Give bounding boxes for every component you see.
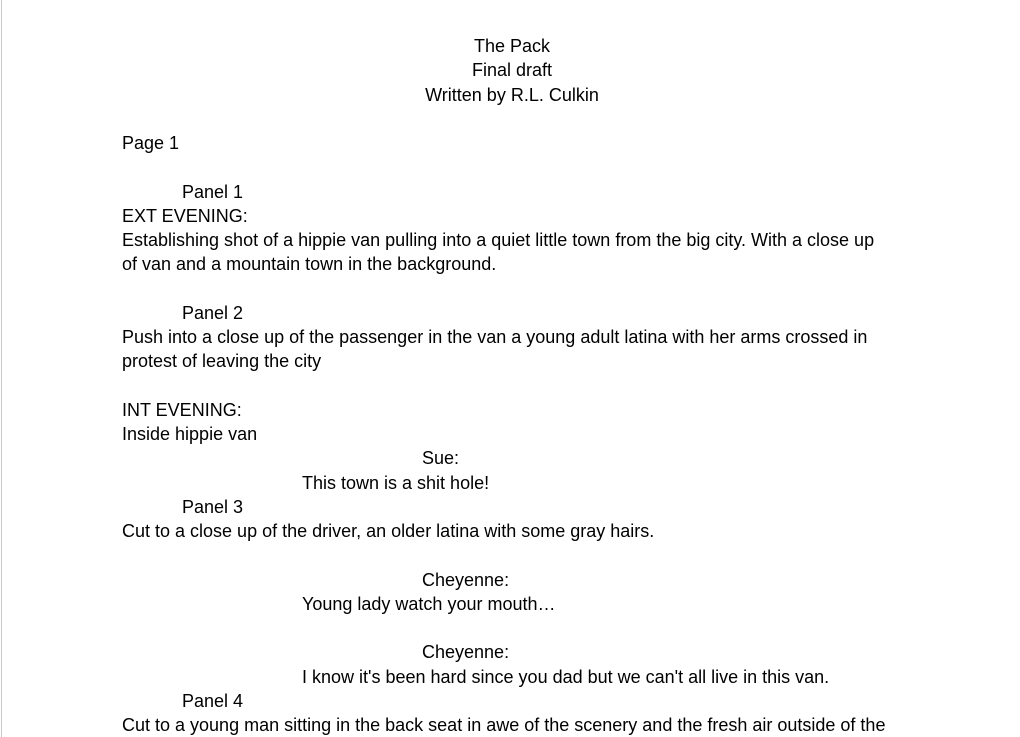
panel-heading: Panel 3	[182, 497, 244, 517]
scene-slugline: EXT EVENING:	[122, 206, 248, 226]
panel-heading: Panel 1	[182, 182, 244, 202]
action-line: Establishing shot of a hippie van pulling into a quiet little town from the big city. With a close up	[122, 230, 875, 250]
action-line: protest of leaving the city	[122, 351, 322, 371]
script-author: Written by R.L. Culkin	[425, 85, 599, 105]
dialogue-line: I know it's been hard since you dad but we can't all live in this van.	[302, 667, 830, 687]
action-line: Cut to a close up of the driver, an older latina with some gray hairs.	[122, 521, 655, 541]
page-left-border	[1, 0, 2, 737]
scene-location: Inside hippie van	[122, 424, 258, 444]
character-name: Sue:	[422, 448, 460, 468]
action-line: Push into a close up of the passenger in the van a young adult latina with her arms crossed in	[122, 327, 868, 347]
panel-heading: Panel 4	[182, 691, 244, 711]
dialogue-line: Young lady watch your mouth…	[302, 594, 556, 614]
action-line: Cut to a young man sitting in the back seat in awe of the scenery and the fresh air outside of the	[122, 715, 886, 735]
page-number: Page 1	[122, 133, 180, 153]
action-line: of van and a mountain town in the background.	[122, 254, 497, 274]
scene-slugline: INT EVENING:	[122, 400, 242, 420]
dialogue-line: This town is a shit hole!	[302, 473, 490, 493]
script-draft-label: Final draft	[471, 60, 553, 80]
character-name: Cheyenne:	[422, 642, 510, 662]
panel-heading: Panel 2	[182, 303, 244, 323]
character-name: Cheyenne:	[422, 570, 510, 590]
script-title: The Pack	[473, 36, 551, 56]
